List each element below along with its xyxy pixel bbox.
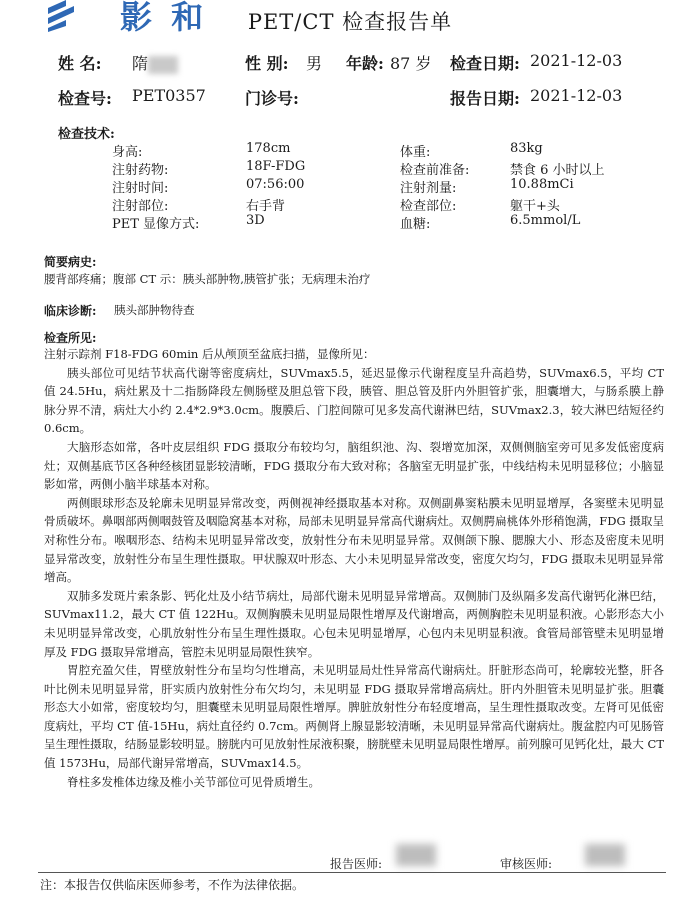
findings-paragraph: 注射示踪剂 F18-FDG 60min 后从颅顶至盆底扫描，显像所见： bbox=[44, 347, 375, 361]
diagnosis-text: 胰头部肿物待查 bbox=[114, 303, 195, 317]
report-date-label: 报告日期: bbox=[450, 89, 520, 108]
reporter-signature-redaction bbox=[396, 844, 436, 870]
technique-row bbox=[112, 141, 672, 159]
technique-row bbox=[112, 195, 672, 213]
findings-body bbox=[44, 345, 664, 791]
exam-no-label: 检查号: bbox=[58, 89, 112, 108]
findings-paragraph: 胃腔充盈欠佳，胃壁放射性分布呈均匀性增高，未见明显局灶性异常高代谢病灶。肝脏形态尚可，轮廓较光整，肝各叶比例未见明显异常，肝实质内放射性分布欠均匀，未见明显 FDG 摄取异常增高病灶。肝内外胆管未见明显扩张。胆囊形态大小如常，密度较均匀，胆囊壁未见明显局限性增厚。脾脏放射性分布轻度增高，呈生理性摄取改变。左肾可见低密度病灶，平均 CT 值-15Hu，病灶直径约 0.7cm。两侧肾上腺显影较清晰，未见明显异常高代谢病灶。腹盆腔内可见肠管呈生理性摄取，结肠显影较明显。膀胱内可见放射性尿液积聚，膀胱壁未见明显局限性增厚。前列腺可见钙化灶，最大 CT 值 1573Hu，局部代谢异常增高，SUVmax14.5。 bbox=[44, 663, 664, 771]
drug-value: 18F-FDG bbox=[246, 159, 306, 174]
findings-paragraph: 大脑形态如常，各叶皮层组织 FDG 摄取分布较均匀，脑组织池、沟、裂增宽加深，双侧侧脑室旁可见多发低密度病灶；双侧基底节区各种经核团显影较清晰，FDG 摄取分布大致对称；各脑室无明显扩张，中线结构未见明显移位；小脑显影如常，两侧小脑半球基本对称。 bbox=[44, 439, 664, 492]
inject-site-value: 右手背 bbox=[246, 199, 286, 214]
glucose-label: 血糖: bbox=[400, 217, 431, 232]
inject-site-label: 注射部位: bbox=[112, 199, 169, 214]
pet-mode-value: 3D bbox=[246, 213, 265, 228]
pet-mode-label: PET 显像方式: bbox=[112, 217, 200, 232]
technique-section-title: 检查技术: bbox=[58, 127, 115, 142]
footer-divider bbox=[38, 872, 666, 873]
height-label: 身高: bbox=[112, 145, 143, 160]
reviewer-signature-redaction bbox=[585, 844, 625, 870]
findings-section-title: 检查所见: bbox=[44, 331, 97, 345]
age-label: 年龄: bbox=[346, 54, 384, 73]
dose-value: 10.88mCi bbox=[510, 177, 574, 192]
reviewer-label: 审核医师: bbox=[500, 857, 553, 871]
weight-label: 体重: bbox=[400, 145, 431, 160]
clinic-no-label: 门诊号: bbox=[245, 89, 299, 108]
height-value: 178cm bbox=[246, 141, 291, 156]
logo-text: 影 和 bbox=[120, 0, 208, 36]
name-value bbox=[132, 51, 178, 74]
age-value: 87 岁 bbox=[390, 54, 432, 73]
findings-paragraph: 胰头部位可见结节状高代谢等密度病灶，SUVmax5.5，延迟显像示代谢程度呈升高趋势，SUVmax6.5，平均 CT 值 24.5Hu，病灶累及十二指肠降段左侧肠壁及胆总管下段，胰管、胆总管及肝内外胆管扩张，胆囊增大，与肠系膜上静脉分界不清，病灶大小约 2.4*2.9*3.0cm。腹膜后、门腔间隙可见多发高代谢淋巴结，SUVmax2.3，较大淋巴结短径约 0.6cm。 bbox=[44, 365, 664, 436]
patient-name: 隋 bbox=[132, 54, 149, 73]
history-text: 腰背部疼痛；腹部 CT 示：胰头部肿物,胰管扩张；无病理未治疗 bbox=[44, 272, 371, 286]
prep-label: 检查前准备: bbox=[400, 163, 470, 178]
inject-time-label: 注射时间: bbox=[112, 181, 169, 196]
exam-site-label: 检查部位: bbox=[400, 199, 457, 214]
exam-date-value: 2021-12-03 bbox=[530, 51, 623, 70]
technique-table bbox=[112, 141, 672, 231]
technique-row bbox=[112, 213, 672, 231]
technique-row bbox=[112, 159, 672, 177]
inject-time-value: 07:56:00 bbox=[246, 177, 305, 192]
report-date-value: 2021-12-03 bbox=[530, 86, 623, 105]
reporter-label: 报告医师: bbox=[330, 857, 383, 871]
exam-site-value: 躯干+头 bbox=[510, 199, 560, 214]
footer-note: 注：本报告仅供临床医师参考，不作为法律依据。 bbox=[40, 878, 305, 892]
report-title: PET/CT 检查报告单 bbox=[247, 10, 453, 34]
name-label: 姓 名: bbox=[58, 54, 102, 73]
history-section-title: 简要病史: bbox=[44, 255, 97, 269]
findings-paragraph: 脊柱多发椎体边缘及椎小关节部位可见骨质增生。 bbox=[67, 774, 320, 789]
technique-row bbox=[112, 177, 672, 195]
findings-paragraph: 两侧眼球形态及轮廓未见明显异常改变，两侧视神经摄取基本对称。双侧副鼻窦粘膜未见明显增厚，各窦壁未见明显骨质破坏。鼻咽部两侧咽鼓管及咽隐窝基本对称，局部未见明显异常高代谢病灶。双侧腭扁桃体外形稍饱满，FDG 摄取呈对称性分布。喉咽形态、结构未见明显异常改变，放射性分布未见明显异常。双侧颌下腺、腮腺大小、形态及密度未见明显异常改变，放射性分布呈生理性摄取。甲状腺双叶形态、大小未见明显异常改变，密度欠均匀，FDG 摄取未见明显异常增高。 bbox=[44, 495, 664, 585]
sex-label: 性 别: bbox=[245, 54, 289, 73]
findings-paragraph: 双肺多发斑片索条影、钙化灶及小结节病灶，局部代谢未见明显异常增高。双侧肺门及纵隔多发高代谢钙化淋巴结，SUVmax11.2，最大 CT 值 122Hu。双侧胸膜未见明显局限性增厚及代谢增高，两侧胸腔未见明显积液。心影形态大小未见明显异常改变，心肌放射性分布呈生理性摄取。心包未见明显增厚，心包内未见明显积液。食管局部管壁未见明显增厚及 FDG 摄取异常增高，管腔未见明显局限性狭窄。 bbox=[44, 588, 664, 659]
exam-date-label: 检查日期: bbox=[450, 54, 520, 73]
sex-value: 男 bbox=[306, 54, 323, 73]
name-redaction bbox=[148, 56, 178, 74]
drug-label: 注射药物: bbox=[112, 163, 169, 178]
diagnosis-section-title: 临床诊断: bbox=[44, 304, 97, 318]
glucose-value: 6.5mmol/L bbox=[510, 213, 581, 228]
weight-value: 83kg bbox=[510, 141, 543, 156]
dose-label: 注射剂量: bbox=[400, 181, 457, 196]
exam-no-value: PET0357 bbox=[132, 86, 206, 105]
prep-value: 禁食 6 小时以上 bbox=[510, 163, 605, 178]
